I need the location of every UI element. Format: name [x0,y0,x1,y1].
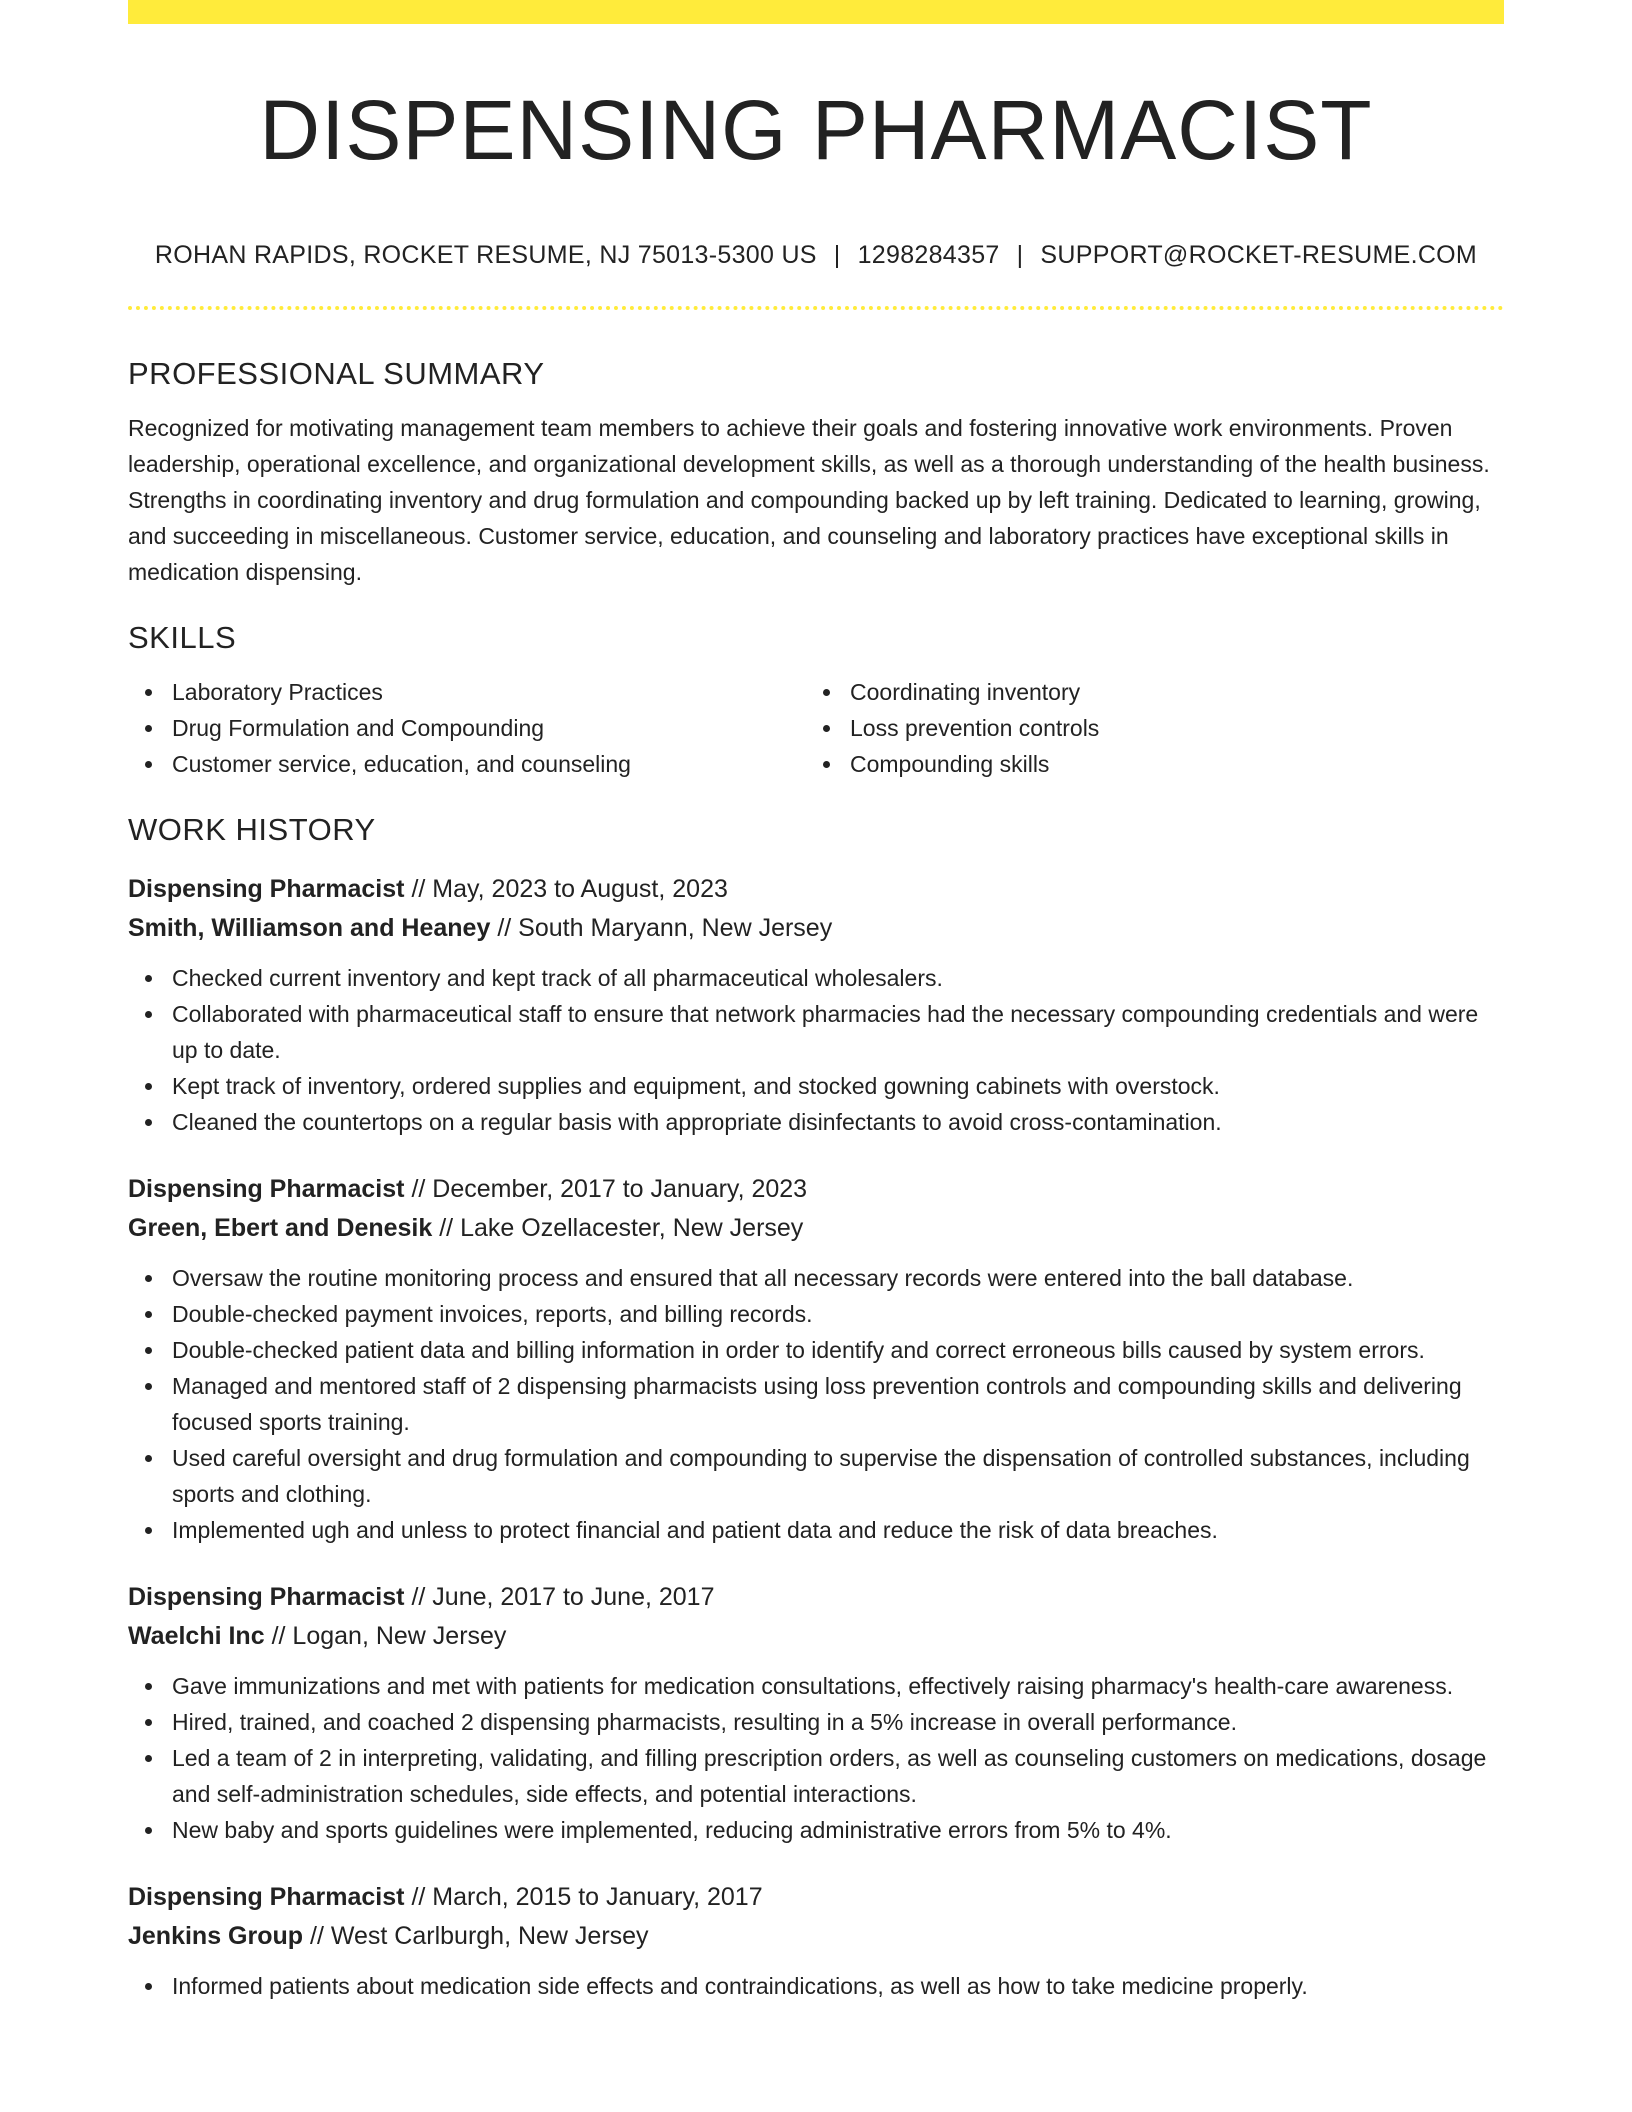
job-location: West Carlburgh, New Jersey [330,1922,649,1950]
job-bullet: Oversaw the routine monitoring process and ensured that all necessary records were entered into the ball database. [128,1260,1504,1296]
job-entry [128,1878,1504,2004]
job-bullet: Double-checked patient data and billing information in order to identify and correct erroneous bills caused by system errors. [128,1332,1504,1368]
job-bullet: New baby and sports guidelines were implemented, reducing administrative errors from 5% to 4%. [128,1812,1504,1848]
skills-list-left [128,674,806,782]
skill-item: Drug Formulation and Compounding [128,710,806,746]
job-separator: // [411,875,426,903]
job-bullet: Double-checked payment invoices, reports, and billing records. [128,1296,1504,1332]
contact-separator: | [833,241,841,269]
job-title-line [128,870,1504,909]
job-company-line [128,909,1504,948]
job-entry [128,870,1504,1140]
section-heading: WORK HISTORY [128,812,376,847]
job-title: Dispensing Pharmacist [128,1583,405,1611]
job-dates: May, 2023 to August, 2023 [432,875,728,903]
address: ROHAN RAPIDS, ROCKET RESUME, NJ 75013-5300 US [154,241,817,269]
skill-item: Compounding skills [806,746,1484,782]
job-entry [128,1170,1504,1548]
skill-item: Customer service, education, and counseling [128,746,806,782]
job-bullets [128,1968,1504,2004]
skills-columns [128,674,1504,782]
job-location: Lake Ozellacester, New Jersey [460,1214,804,1242]
job-location: South Maryann, New Jersey [518,914,833,942]
job-bullet: Checked current inventory and kept track of all pharmaceutical wholesalers. [128,960,1504,996]
job-bullet: Managed and mentored staff of 2 dispensing pharmacists using loss prevention controls and compounding skills and delivering focused sports training. [128,1368,1504,1440]
job-dates: December, 2017 to January, 2023 [432,1175,808,1203]
job-company-line [128,1617,1504,1656]
job-dates: March, 2015 to January, 2017 [432,1883,763,1911]
job-bullet: Used careful oversight and drug formulation and compounding to supervise the dispensation of controlled substances, including sports and clothing. [128,1440,1504,1512]
job-bullet: Led a team of 2 in interpreting, validating, and filling prescription orders, as well as counseling customers on medications, dosage and self-administration schedules, side effects, and potential interactions. [128,1740,1504,1812]
job-title: Dispensing Pharmacist [128,1883,405,1911]
job-entry [128,1578,1504,1848]
job-separator: // [439,1214,454,1242]
job-separator: // [411,1175,426,1203]
resume-content [128,352,1504,2004]
job-title: Dispensing Pharmacist [128,875,405,903]
job-separator: // [497,914,512,942]
top-accent-bar [128,0,1504,24]
job-bullet: Hired, trained, and coached 2 dispensing pharmacists, resulting in a 5% increase in overall performance. [128,1704,1504,1740]
job-bullet: Implemented ugh and unless to protect financial and patient data and reduce the risk of data breaches. [128,1512,1504,1548]
summary-text: Recognized for motivating management team members to achieve their goals and fostering innovative work environments. Proven leadership, operational excellence, and organizational development skills, as well as a thorough understanding of the health business. Strengths in coordinating inventory and drug formulation and compounding backed up by left training. Dedicated to learning, growing, and succeeding in miscellaneous. Customer service, education, and counseling and laboratory practices have exceptional skills in medication dispensing. [128,415,1490,585]
skills-list-right [806,674,1484,782]
job-bullet: Cleaned the countertops on a regular basis with appropriate disinfectants to avoid cross-contamination. [128,1104,1504,1140]
phone[interactable]: 1298284357 [857,241,1000,269]
job-bullets [128,1668,1504,1848]
section-heading: SKILLS [128,620,237,655]
summary-section [128,352,1504,590]
job-bullet: Gave immunizations and met with patients for medication consultations, effectively raising pharmacy's health-care awareness. [128,1668,1504,1704]
job-bullets [128,1260,1504,1548]
job-company: Smith, Williamson and Heaney [128,914,491,942]
job-company: Waelchi Inc [128,1622,265,1650]
email-link[interactable]: SUPPORT@ROCKET-RESUME.COM [1040,241,1478,269]
section-heading: PROFESSIONAL SUMMARY [128,356,545,391]
job-separator: // [411,1883,426,1911]
resume-title: DISPENSING PHARMACIST [259,83,1373,177]
skill-item: Coordinating inventory [806,674,1484,710]
job-company-line [128,1209,1504,1248]
job-title-line [128,1578,1504,1617]
job-location: Logan, New Jersey [292,1622,507,1650]
job-bullet: Informed patients about medication side effects and contraindications, as well as how to take medicine properly. [128,1968,1504,2004]
work-history-section [128,808,1504,2004]
skill-item: Laboratory Practices [128,674,806,710]
dotted-divider [128,306,1504,310]
job-separator: // [310,1922,324,1950]
job-dates: June, 2017 to June, 2017 [432,1583,715,1611]
job-company-line [128,1917,1504,1956]
job-title-line [128,1170,1504,1209]
job-separator: // [271,1622,286,1650]
job-bullet: Collaborated with pharmaceutical staff to ensure that network pharmacies had the necessary compounding credentials and were up to date. [128,996,1504,1068]
job-title: Dispensing Pharmacist [128,1175,405,1203]
contact-separator: | [1016,241,1024,269]
job-bullet: Kept track of inventory, ordered supplies and equipment, and stocked gowning cabinets with overstock. [128,1068,1504,1104]
skill-item: Loss prevention controls [806,710,1484,746]
contact-line [128,237,1504,273]
job-company: Jenkins Group [128,1922,304,1950]
job-bullets [128,960,1504,1140]
skills-section [128,616,1504,782]
job-company: Green, Ebert and Denesik [128,1214,433,1242]
job-title-line [128,1878,1504,1917]
job-separator: // [411,1583,426,1611]
